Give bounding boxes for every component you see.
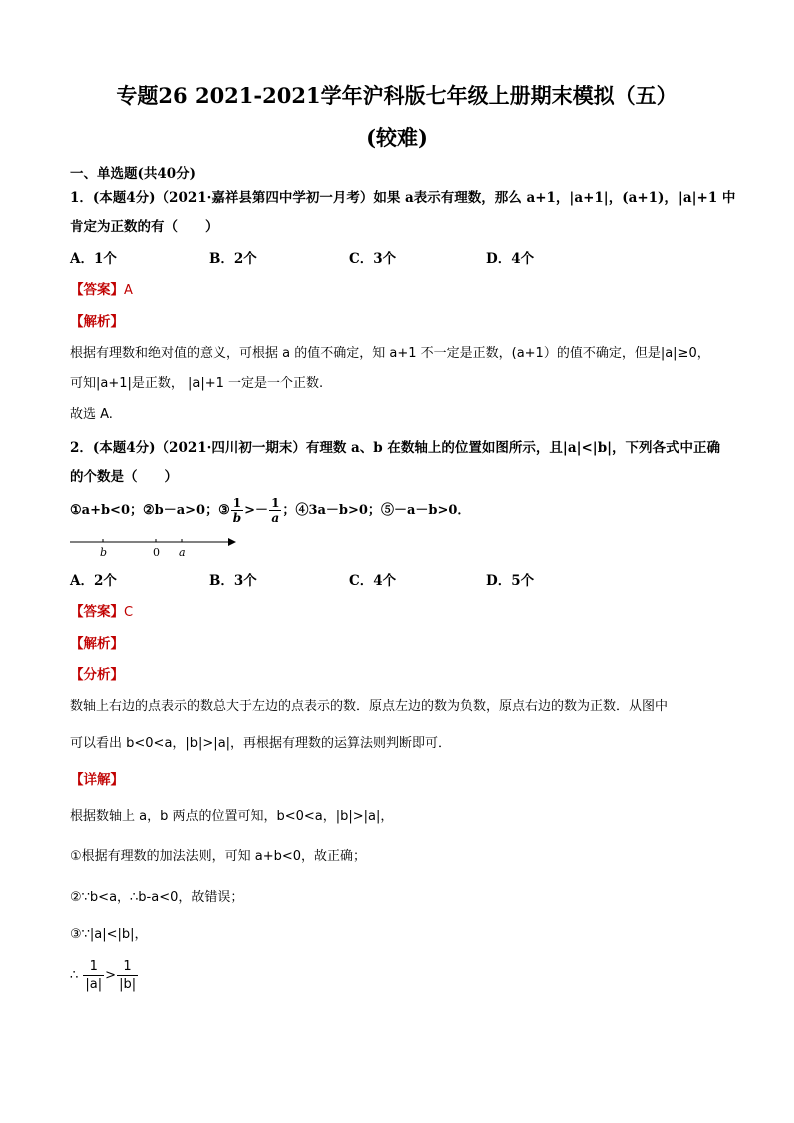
q2-detail-den2: |b| (119, 977, 137, 992)
q2-item-3-suffix: ； (282, 503, 296, 518)
q2-detail-den1: |a| (85, 977, 103, 992)
q2-item-4: ④3a－b>0； (295, 503, 381, 518)
q2-xiangjie-label: 【详解】 (70, 772, 124, 788)
q1-option-b: B．2个 (209, 251, 257, 267)
q2-answer-label: 【答案】 (70, 604, 124, 620)
q2-items (70, 496, 730, 525)
q2-item-3-frac2 (269, 496, 281, 525)
q1-answer (70, 278, 730, 298)
q2-detail-line3: ②∵b<a，∴b-a<0，故错误； (70, 890, 244, 905)
q2-item-3-frac1 (231, 496, 243, 525)
q2-option-d: D．5个 (486, 573, 535, 589)
q2-item-3-prefix: ③ (218, 503, 230, 518)
q2-detail-line5-mid: > (105, 968, 117, 983)
q2-detail-num1: 1 (83, 958, 104, 976)
q1-stem-line1: 1．(本题4分)（2021·嘉祥县第四中学初一月考）如果 a表示有理数，那么 a+1，|a+1|，(a+1)，|a|+1 中 (70, 190, 736, 206)
q2-answer (70, 600, 730, 620)
q1-analysis-line1: 根据有理数和绝对值的意义，可根据 a 的值不确定，知 a+1 不一定是正数，(a+1）的值不确定，但是|a|≥0， (70, 346, 710, 361)
page-title: 专题26 2021-2021学年沪科版七年级上册期末模拟（五） (116, 83, 678, 108)
label-zero: 0 (153, 546, 160, 559)
q2-detail-line2: ①根据有理数的加法法则，可知 a+b<0，故正确； (70, 849, 367, 864)
q1-option-a: A．1个 (70, 251, 117, 267)
q2-option-a: A．2个 (70, 573, 117, 589)
q2-item-2: ②b－a>0； (143, 503, 219, 518)
q2-fenxi-label: 【分析】 (70, 667, 124, 683)
page-subtitle: (较难) (366, 125, 428, 150)
section-heading: 一、单选题(共40分) (70, 166, 197, 182)
q2-fenxi-line2: 可以看出 b<0<a，|b|>|a|，再根据有理数的运算法则判断即可． (70, 736, 452, 751)
q2-detail-line4: ③∵|a|<|b|， (70, 927, 148, 942)
q1-option-d: D．4个 (486, 251, 535, 267)
q2-detail-frac1 (83, 958, 104, 993)
number-line (70, 534, 240, 560)
q2-detail-frac2 (117, 958, 138, 993)
q2-answer-value: C (124, 605, 134, 620)
q2-detail-line5 (70, 958, 730, 993)
q2-item-5: ⑤－a－b>0． (380, 503, 471, 518)
q2-item-3-mid: >－ (244, 503, 269, 518)
q2-item-3-den1: b (232, 511, 242, 525)
q1-conclusion: 故选 A. (70, 407, 113, 422)
q2-stem-line1: 2．(本题4分)（2021·四川初一期末）有理数 a、b 在数轴上的位置如图所示，且|a|<|b|，下列各式中正确 (70, 440, 721, 456)
q1-stem-line2: 肯定为正数的有（ ） (70, 219, 219, 235)
q2-item-3-num2: 1 (271, 496, 280, 510)
q2-item-3-num1: 1 (231, 496, 243, 511)
q2-stem-line2: 的个数是（ ） (70, 469, 178, 485)
q1-answer-value: A (124, 283, 133, 298)
label-b: b (100, 546, 108, 559)
q1-analysis-label: 【解析】 (70, 314, 124, 330)
q2-option-b: B．3个 (209, 573, 257, 589)
q2-item-3-den2: a (271, 511, 280, 525)
q2-detail-num2: 1 (117, 958, 138, 976)
q2-detail-line5-prefix: ∴ (70, 968, 79, 983)
number-line-arrow (228, 538, 236, 546)
q2-option-c: C．4个 (349, 573, 397, 589)
q2-detail-line1: 根据数轴上 a，b 两点的位置可知，b<0<a，|b|>|a|， (70, 809, 394, 824)
q1-analysis-line2: 可知|a+1|是正数， |a|+1 一定是一个正数. (70, 376, 324, 391)
q2-fenxi-line1: 数轴上右边的点表示的数总大于左边的点表示的数．原点左边的数为负数，原点右边的数为正数．从图中 (70, 699, 669, 714)
q2-item-1: ①a+b<0； (70, 503, 143, 518)
q1-answer-label: 【答案】 (70, 282, 124, 298)
label-a: a (179, 546, 186, 559)
q1-option-c: C．3个 (349, 251, 397, 267)
q2-analysis-label: 【解析】 (70, 636, 124, 652)
